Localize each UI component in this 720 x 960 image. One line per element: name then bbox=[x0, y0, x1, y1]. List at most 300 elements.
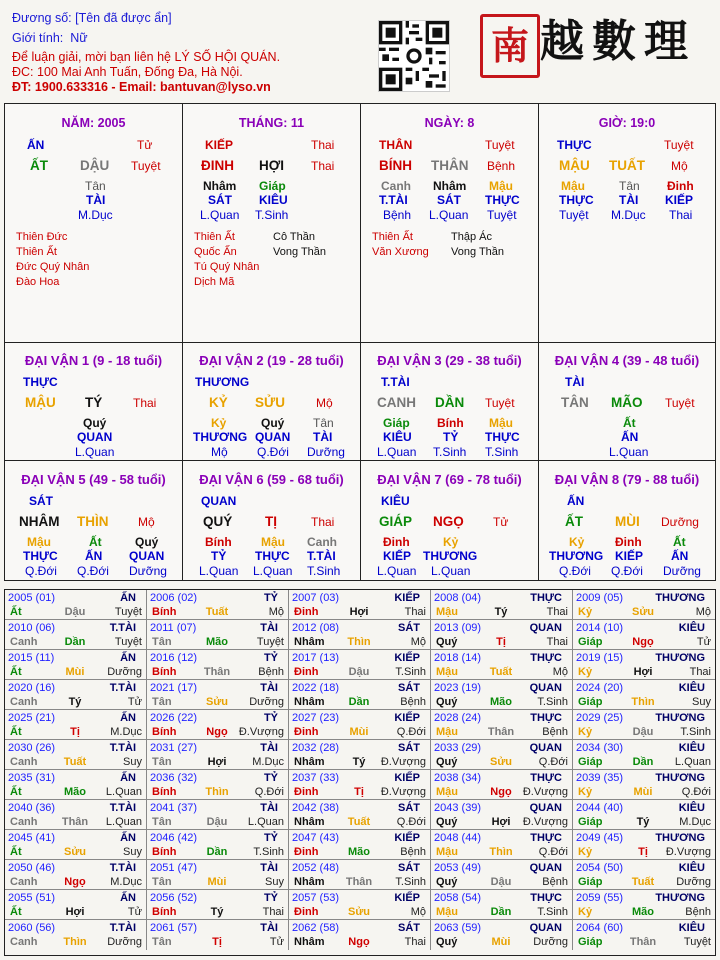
year-stage: Tử bbox=[127, 906, 142, 918]
hidden-stage: Q.Đới bbox=[611, 564, 643, 578]
year-label: 2064 (60) bbox=[576, 922, 624, 934]
year-star: THƯƠNG bbox=[655, 772, 705, 784]
hidden-star: ẤN bbox=[85, 549, 103, 563]
year-stem: Đinh bbox=[294, 666, 319, 678]
year-stage: Tuyệt bbox=[683, 936, 711, 948]
year-cell bbox=[431, 680, 573, 710]
year-cell bbox=[289, 620, 431, 650]
year-label: 2006 (02) bbox=[150, 592, 198, 604]
year-branch: Tý bbox=[210, 906, 224, 918]
year-label: 2058 (54) bbox=[434, 892, 482, 904]
year-stage: T.Sinh bbox=[395, 666, 426, 678]
year-star: SÁT bbox=[398, 862, 420, 874]
year-cell bbox=[573, 920, 715, 950]
year-stem: Giáp bbox=[578, 636, 603, 648]
dai-van-star: ẤN bbox=[567, 494, 585, 508]
year-cell bbox=[289, 590, 431, 620]
hidden-star: KIẾP bbox=[383, 549, 412, 563]
hidden-star: TÀI bbox=[313, 430, 333, 444]
pillar-star-right: Tuyệt bbox=[485, 138, 515, 152]
year-star: KIẾP bbox=[394, 652, 420, 664]
hidden-stage: L.Quan bbox=[253, 564, 293, 578]
year-cell bbox=[431, 590, 573, 620]
year-stem: Tân bbox=[152, 756, 172, 768]
hidden-stem: Ất bbox=[673, 535, 686, 549]
year-branch: Tuất bbox=[347, 816, 371, 828]
year-cell bbox=[573, 590, 715, 620]
address-line: ĐC: 100 Mai Anh Tuấn, Đống Đa, Hà Nội. bbox=[12, 65, 243, 79]
year-star: ẤN bbox=[120, 592, 136, 604]
pillar-stem: BÍNH bbox=[379, 158, 412, 173]
year-stem: Kỷ bbox=[578, 786, 593, 798]
year-stage: Tuyệt bbox=[114, 606, 142, 618]
hidden-star: QUAN bbox=[255, 430, 291, 444]
year-stem: Giáp bbox=[578, 756, 603, 768]
year-label: 2012 (08) bbox=[292, 622, 340, 634]
year-star: THƯƠNG bbox=[655, 892, 705, 904]
year-branch: Mão bbox=[490, 696, 512, 708]
year-star: KIÊU bbox=[678, 922, 705, 934]
year-stage: L.Quan bbox=[247, 816, 284, 828]
year-stem: Nhâm bbox=[294, 876, 325, 888]
hidden-stage: Q.Đới bbox=[257, 445, 289, 459]
hidden-stem: Giáp bbox=[259, 179, 286, 193]
hidden-stem: Kỷ bbox=[569, 535, 585, 549]
year-stem: Kỷ bbox=[578, 666, 593, 678]
year-label: 2043 (39) bbox=[434, 802, 482, 814]
year-stem: Quý bbox=[436, 876, 458, 888]
pillar-title: NĂM: 2005 bbox=[61, 116, 126, 130]
hidden-stage: Mộ bbox=[211, 445, 228, 459]
year-branch: Dậu bbox=[490, 876, 512, 888]
dai-van-title: ĐẠI VẬN 6 (59 - 68 tuổi) bbox=[199, 472, 344, 487]
year-label: 2038 (34) bbox=[434, 772, 482, 784]
year-stem: Kỷ bbox=[578, 726, 593, 738]
hidden-stem: Canh bbox=[381, 179, 411, 193]
year-branch: Dậu bbox=[632, 726, 654, 738]
hidden-star: THỰC bbox=[559, 193, 594, 207]
shensha-item: Thiên Ất bbox=[372, 231, 413, 243]
pillar-stem: ĐINH bbox=[201, 158, 234, 173]
hidden-star: KIÊU bbox=[259, 193, 288, 207]
year-stem: Giáp bbox=[578, 696, 603, 708]
year-label: 2018 (14) bbox=[434, 652, 482, 664]
year-cell bbox=[573, 830, 715, 860]
year-label: 2060 (56) bbox=[8, 922, 56, 934]
year-label: 2033 (29) bbox=[434, 742, 482, 754]
hidden-stem: Ất bbox=[623, 416, 636, 430]
year-label: 2007 (03) bbox=[292, 592, 340, 604]
year-branch: Mùi bbox=[207, 876, 227, 888]
year-stem: Canh bbox=[10, 636, 38, 648]
year-stage: T.Sinh bbox=[537, 906, 568, 918]
year-star: THỰC bbox=[530, 832, 562, 844]
year-cell bbox=[289, 920, 431, 950]
hidden-stage: Dưỡng bbox=[663, 564, 701, 578]
year-label: 2041 (37) bbox=[150, 802, 198, 814]
year-branch: Mão bbox=[206, 636, 228, 648]
pillar-star-right: Tử bbox=[137, 138, 153, 152]
shensha-item: Vong Thần bbox=[451, 246, 505, 258]
year-stem: Mậu bbox=[436, 666, 458, 678]
year-cell bbox=[289, 830, 431, 860]
year-branch: Thân bbox=[345, 876, 373, 888]
pillar-branch: HỢI bbox=[259, 158, 285, 173]
hidden-star: KIẾP bbox=[615, 549, 644, 563]
year-branch: Hợi bbox=[633, 666, 653, 678]
year-label: 2053 (49) bbox=[434, 862, 482, 874]
hidden-star: TỶ bbox=[211, 549, 227, 563]
year-cell bbox=[147, 920, 289, 950]
year-label: 2039 (35) bbox=[576, 772, 624, 784]
year-label: 2037 (33) bbox=[292, 772, 340, 784]
year-star: ẤN bbox=[120, 832, 136, 844]
dai-van-stage: Tử bbox=[493, 515, 509, 529]
shensha-item: Vong Thần bbox=[273, 246, 327, 258]
hidden-stage: M.Dục bbox=[78, 208, 113, 222]
pillar-title: NGÀY: 8 bbox=[424, 116, 475, 130]
year-star: QUAN bbox=[529, 922, 562, 934]
year-stage: Mộ bbox=[268, 606, 284, 618]
year-star: THỰC bbox=[530, 592, 562, 604]
year-label: 2011 (07) bbox=[150, 622, 197, 634]
year-branch: Ngọ bbox=[64, 876, 86, 888]
year-branch: Tị bbox=[496, 636, 506, 648]
hidden-stem: Nhâm bbox=[203, 179, 237, 193]
shensha-item: Đào Hoa bbox=[16, 276, 60, 288]
year-stage: Đ.Vượng bbox=[238, 726, 284, 738]
year-stem: Nhâm bbox=[294, 936, 325, 948]
year-branch: Sửu bbox=[347, 906, 371, 918]
dai-van-stem: KỶ bbox=[209, 395, 228, 410]
year-star: TỶ bbox=[263, 712, 278, 724]
year-cell bbox=[5, 710, 147, 740]
year-label: 2030 (26) bbox=[8, 742, 56, 754]
year-cell bbox=[147, 620, 289, 650]
year-star: TỶ bbox=[263, 652, 278, 664]
hidden-star: T.TÀI bbox=[379, 193, 408, 207]
year-star: T.TÀI bbox=[109, 802, 136, 814]
year-cell bbox=[431, 740, 573, 770]
year-branch: Tý bbox=[68, 696, 82, 708]
year-stem: Ất bbox=[10, 666, 22, 678]
dai-van-stage: Thai bbox=[311, 515, 335, 529]
shensha-item: Thiên Đức bbox=[16, 231, 68, 243]
qr-code-icon bbox=[378, 20, 450, 92]
shensha-item: Thiên Ất bbox=[16, 246, 57, 258]
year-star: KIẾP bbox=[394, 592, 420, 604]
hidden-star: ẤN bbox=[671, 549, 689, 563]
year-cell bbox=[431, 710, 573, 740]
year-stage: L.Quan bbox=[105, 816, 142, 828]
year-stage: Bệnh bbox=[400, 846, 426, 858]
year-stage: Suy bbox=[123, 846, 142, 858]
year-cell bbox=[431, 800, 573, 830]
year-stem: Nhâm bbox=[294, 756, 325, 768]
dai-van-star: T.TÀI bbox=[381, 375, 410, 389]
hidden-stem: Đinh bbox=[383, 535, 410, 549]
dai-van-1 bbox=[4, 342, 183, 461]
year-branch: Thìn bbox=[63, 936, 87, 948]
year-stem: Canh bbox=[10, 936, 38, 948]
year-stem: Đinh bbox=[294, 726, 319, 738]
hidden-stem: Quý bbox=[83, 416, 107, 430]
year-star: T.TÀI bbox=[109, 862, 136, 874]
year-cell bbox=[5, 890, 147, 920]
hidden-stem: Mậu bbox=[489, 416, 513, 430]
year-stage: T.Sinh bbox=[253, 846, 284, 858]
year-stage: M.Dục bbox=[110, 726, 142, 738]
year-star: TỶ bbox=[263, 772, 278, 784]
pillar-star-right: Thai bbox=[311, 138, 335, 152]
year-cell bbox=[431, 830, 573, 860]
year-stage: Q.Đới bbox=[396, 816, 426, 828]
hidden-stage: Dưỡng bbox=[129, 564, 167, 578]
dai-van-star: KIÊU bbox=[381, 494, 410, 508]
hidden-stage: L.Quan bbox=[200, 208, 240, 222]
year-stage: Thai bbox=[546, 606, 568, 618]
year-stage: Bệnh bbox=[542, 876, 568, 888]
year-stage: Dưỡng bbox=[249, 696, 284, 708]
year-stage: Tử bbox=[127, 696, 142, 708]
year-label: 2019 (15) bbox=[576, 652, 624, 664]
year-star: THƯƠNG bbox=[655, 832, 705, 844]
year-label: 2055 (51) bbox=[8, 892, 56, 904]
hidden-star: THƯƠNG bbox=[193, 430, 248, 444]
year-star: SÁT bbox=[398, 622, 420, 634]
dai-van-stem: TÂN bbox=[561, 395, 589, 410]
year-label: 2057 (53) bbox=[292, 892, 340, 904]
year-cell bbox=[147, 590, 289, 620]
hidden-stem: Tân bbox=[85, 179, 106, 193]
hidden-stem: Bính bbox=[205, 535, 232, 549]
year-branch: Sửu bbox=[205, 696, 229, 708]
year-star: TỶ bbox=[263, 832, 278, 844]
year-label: 2063 (59) bbox=[434, 922, 482, 934]
year-label: 2059 (55) bbox=[576, 892, 624, 904]
year-stem: Canh bbox=[10, 696, 38, 708]
hidden-stage: T.Sinh bbox=[307, 564, 341, 578]
dai-van-2 bbox=[182, 342, 361, 461]
year-branch: Tuất bbox=[205, 606, 229, 618]
year-cell bbox=[147, 800, 289, 830]
year-star: SÁT bbox=[398, 682, 420, 694]
pillar-star-left: KIẾP bbox=[205, 138, 234, 152]
year-cell bbox=[147, 680, 289, 710]
year-branch: Ngọ bbox=[490, 786, 512, 798]
year-stage: Thai bbox=[689, 666, 711, 678]
year-star: QUAN bbox=[529, 802, 562, 814]
pillar-star-right: Tuyệt bbox=[664, 138, 694, 152]
year-branch: Mùi bbox=[65, 666, 85, 678]
red-seal-icon: 南 bbox=[480, 14, 540, 78]
year-cell bbox=[431, 650, 573, 680]
pillar-stem: MẬU bbox=[559, 158, 590, 173]
hidden-stem: Quý bbox=[261, 416, 285, 430]
hidden-stage: T.Sinh bbox=[255, 208, 289, 222]
pillar-stage: Bệnh bbox=[487, 159, 516, 173]
year-cell bbox=[147, 650, 289, 680]
shensha-item: Dịch Mã bbox=[194, 276, 235, 288]
year-stage: Thai bbox=[546, 636, 568, 648]
year-cell bbox=[573, 650, 715, 680]
year-branch: Dậu bbox=[206, 816, 228, 828]
year-stem: Ất bbox=[10, 726, 22, 738]
year-star: SÁT bbox=[398, 802, 420, 814]
year-stage: Mộ bbox=[552, 666, 568, 678]
year-star: TỶ bbox=[263, 892, 278, 904]
year-stem: Quý bbox=[436, 936, 458, 948]
hidden-stage: L.Quan bbox=[75, 445, 115, 459]
year-star: THƯƠNG bbox=[655, 592, 705, 604]
year-branch: Thìn bbox=[489, 846, 513, 858]
dai-van-star: TÀI bbox=[565, 375, 585, 389]
year-stem: Canh bbox=[10, 756, 38, 768]
year-stage: T.Sinh bbox=[395, 876, 426, 888]
dai-van-title: ĐẠI VẬN 8 (79 - 88 tuổi) bbox=[554, 472, 700, 487]
shensha-item: Thiên Ất bbox=[194, 231, 235, 243]
year-star: T.TÀI bbox=[109, 922, 136, 934]
pillar-star-left: THÂN bbox=[379, 138, 413, 152]
dai-van-stage: Mộ bbox=[316, 396, 333, 410]
year-label: 2015 (11) bbox=[8, 652, 55, 664]
hidden-stage: Q.Đới bbox=[77, 564, 109, 578]
dai-van-branch: DẦN bbox=[435, 395, 465, 410]
hidden-stem: Mậu bbox=[261, 535, 285, 549]
year-stage: Thai bbox=[404, 936, 426, 948]
year-cell bbox=[431, 920, 573, 950]
hidden-stage: Tuyệt bbox=[559, 208, 589, 222]
year-branch: Tị bbox=[354, 786, 364, 798]
year-stem: Tân bbox=[152, 816, 172, 828]
hidden-star: TÀI bbox=[619, 193, 639, 207]
year-branch: Dậu bbox=[64, 606, 86, 618]
year-branch: Sửu bbox=[63, 846, 87, 858]
year-stage: Q.Đới bbox=[254, 786, 284, 798]
year-branch: Dần bbox=[490, 906, 512, 918]
year-star: KIÊU bbox=[678, 622, 705, 634]
dai-van-branch: THÌN bbox=[77, 514, 109, 529]
year-label: 2050 (46) bbox=[8, 862, 56, 874]
year-branch: Ngọ bbox=[206, 726, 228, 738]
year-label: 2027 (23) bbox=[292, 712, 340, 724]
year-stem: Mậu bbox=[436, 726, 458, 738]
owner-line: Đương số: [Tên đã được ẩn] bbox=[12, 11, 172, 25]
year-branch: Tý bbox=[352, 756, 366, 768]
dai-van-branch: TÝ bbox=[85, 395, 103, 410]
year-branch: Dậu bbox=[348, 666, 370, 678]
year-cell bbox=[289, 800, 431, 830]
hidden-star: THƯƠNG bbox=[549, 549, 604, 563]
year-stage: M.Dục bbox=[252, 756, 284, 768]
dai-van-stage: Dưỡng bbox=[661, 515, 699, 529]
brand-title: 越數理 bbox=[540, 16, 696, 67]
hidden-star: THỰC bbox=[255, 549, 290, 563]
hidden-stem: Tân bbox=[313, 416, 334, 430]
year-stage: Đ.Vượng bbox=[380, 756, 426, 768]
hidden-stem: Ất bbox=[89, 535, 102, 549]
year-branch: Dần bbox=[632, 756, 654, 768]
year-branch: Mão bbox=[348, 846, 370, 858]
year-star: ẤN bbox=[120, 892, 136, 904]
year-cell bbox=[5, 830, 147, 860]
year-branch: Tý bbox=[636, 816, 650, 828]
dai-van-branch: NGỌ bbox=[433, 514, 464, 529]
year-stem: Đinh bbox=[294, 606, 319, 618]
year-stage: Dưỡng bbox=[676, 876, 711, 888]
year-stage: Tuyệt bbox=[114, 636, 142, 648]
hidden-stage: T.Sinh bbox=[485, 445, 519, 459]
year-stage: Bệnh bbox=[685, 906, 711, 918]
year-branch: Mùi bbox=[349, 726, 369, 738]
gender-value: Nữ bbox=[70, 31, 88, 45]
year-stem: Quý bbox=[436, 696, 458, 708]
hidden-stem: Canh bbox=[307, 535, 337, 549]
pillar-branch: TUẤT bbox=[609, 158, 645, 173]
year-stem: Quý bbox=[436, 756, 458, 768]
year-stage: Q.Đới bbox=[538, 846, 568, 858]
year-branch: Tuất bbox=[631, 876, 655, 888]
year-cell bbox=[289, 890, 431, 920]
hidden-stem: Kỷ bbox=[211, 416, 227, 430]
year-label: 2034 (30) bbox=[576, 742, 624, 754]
year-branch: Tuất bbox=[63, 756, 87, 768]
annual-years-grid bbox=[4, 589, 716, 956]
dai-van-stem: CANH bbox=[377, 395, 416, 410]
pillar-star-left: THỰC bbox=[557, 138, 592, 152]
hidden-star: THỰC bbox=[23, 549, 58, 563]
year-stage: Suy bbox=[692, 696, 711, 708]
year-stage: Đ.Vượng bbox=[665, 846, 711, 858]
hidden-star: QUAN bbox=[129, 549, 165, 563]
year-stem: Quý bbox=[436, 816, 458, 828]
year-stage: Q.Đới bbox=[681, 786, 711, 798]
year-label: 2054 (50) bbox=[576, 862, 624, 874]
year-stem: Mậu bbox=[436, 606, 458, 618]
header bbox=[0, 0, 720, 100]
year-star: THỰC bbox=[530, 892, 562, 904]
brand-logo bbox=[478, 10, 716, 76]
year-cell bbox=[5, 920, 147, 950]
hidden-stem: Đinh bbox=[615, 535, 642, 549]
year-cell bbox=[289, 740, 431, 770]
year-branch: Thìn bbox=[205, 786, 229, 798]
year-label: 2056 (52) bbox=[150, 892, 198, 904]
year-cell bbox=[147, 860, 289, 890]
hidden-stem: Mậu bbox=[27, 535, 51, 549]
year-stem: Tân bbox=[152, 696, 172, 708]
year-stage: Tuyệt bbox=[256, 636, 284, 648]
year-star: KIẾP bbox=[394, 772, 420, 784]
year-stem: Ất bbox=[10, 786, 22, 798]
hidden-stem: Kỷ bbox=[443, 535, 459, 549]
hidden-star: THỰC bbox=[485, 430, 520, 444]
year-cell bbox=[5, 740, 147, 770]
year-stage: Dưỡng bbox=[107, 666, 142, 678]
year-label: 2009 (05) bbox=[576, 592, 624, 604]
year-star: T.TÀI bbox=[109, 622, 136, 634]
year-stage: Bệnh bbox=[542, 726, 568, 738]
dai-van-title: ĐẠI VẬN 5 (49 - 58 tuổi) bbox=[21, 472, 166, 487]
year-cell bbox=[5, 620, 147, 650]
year-stage: T.Sinh bbox=[537, 696, 568, 708]
hidden-stage: M.Dục bbox=[611, 208, 646, 222]
year-branch: Thân bbox=[203, 666, 231, 678]
year-stem: Tân bbox=[152, 636, 172, 648]
hidden-stage: L.Quan bbox=[199, 564, 239, 578]
year-stage: Bệnh bbox=[400, 696, 426, 708]
year-label: 2020 (16) bbox=[8, 682, 56, 694]
